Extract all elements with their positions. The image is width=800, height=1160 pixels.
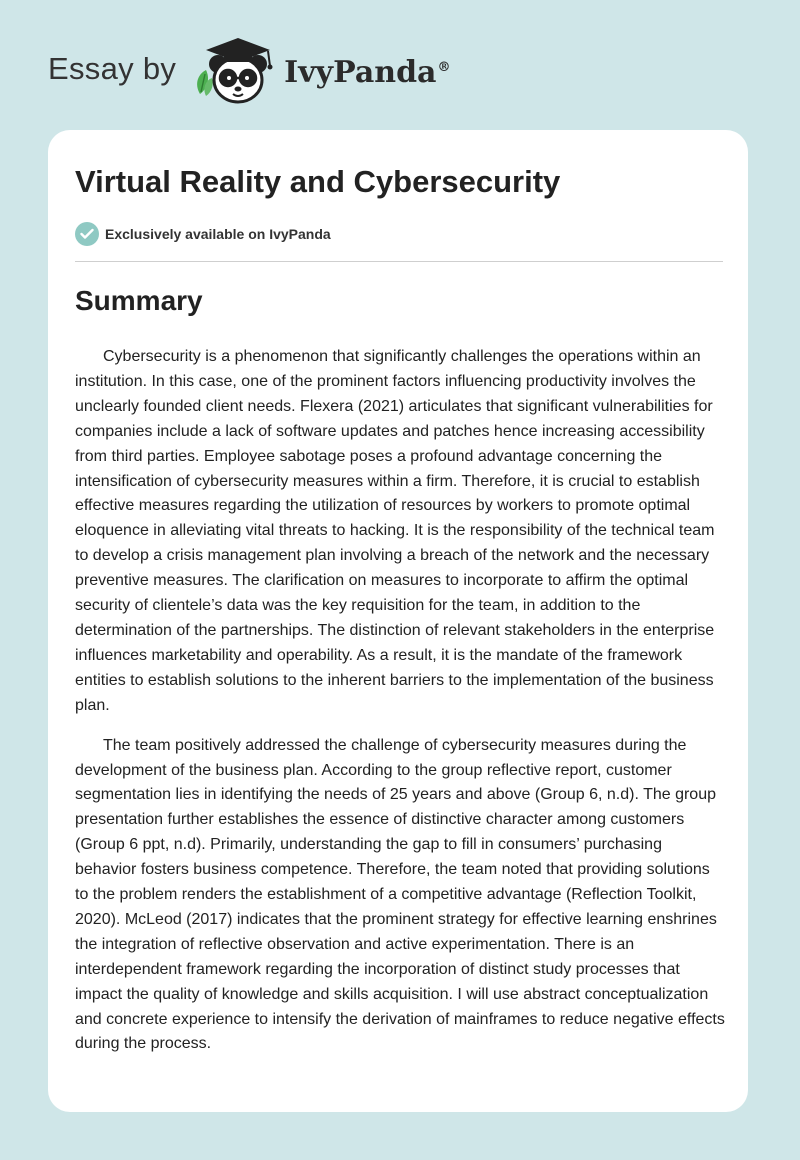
divider bbox=[75, 261, 723, 262]
exclusive-badge bbox=[75, 222, 331, 246]
brand-name: IvyPanda® bbox=[284, 54, 451, 90]
paragraph: Cybersecurity is a phenomenon that significantly challenges the operations within an institution. In this case, one of the prominent factors influencing productivity involves the unclearly founded client needs. Flexera (2021) articulates that significant vulnerabilities for companies include a lack of software updates and patches hence increasing accessibility from third parties. Employee sabotage poses a profound advantage concerning the intensification of cybersecurity measures within a firm. Therefore, it is crucial to establish effective measures regarding the utilization of resources by workers to promote optimal eloquence in alleviating vital threats to hacking. It is the responsibility of the technical team to develop a crisis management plan involving a breach of the network and the necessary preventive measures. The clarification on measures to incorporate to affirm the optimal security of clientele’s data was the key requisition for the team, in addition to the determination of the partnerships. The distinction of relevant stakeholders in the enterprise influences marketability and operability. As a result, it is the mandate of the framework entities to establish solutions to the inherent barriers to the implementation of the business plan. bbox=[75, 348, 715, 714]
section-heading: Summary bbox=[75, 285, 203, 316]
panda-graduate-icon bbox=[192, 34, 282, 108]
badge-text: Exclusively available on IvyPanda bbox=[105, 226, 331, 242]
page-title: Virtual Reality and Cybersecurity bbox=[75, 164, 561, 199]
brand-logo[interactable] bbox=[48, 36, 451, 106]
paragraph: The team positively addressed the challenge of cybersecurity measures during the development of the business plan. According to the group reflective report, customer segmentation lies in identifying the needs of 25 years and above (Group 6, n.d). The group presentation further establishes the essence of distinctive character among customers (Group 6 ppt, n.d). Primarily, understanding the gap to fill in consumers’ purchasing behavior fosters business competence. Therefore, the team noted that providing solutions to the problem renders the establishment of a competitive advantage (Reflection Toolkit, 2020). McLeod (2017) indicates that the prominent strategy for effective learning enshrines the integration of reflective observation and active experimentation. There is an interdependent framework regarding the incorporation of distinct study processes that impact the quality of knowledge and skills acquisition. I will use abstract conceptualization and concrete experience to intensify the derivation of mainframes to reduce negative effects during the process. bbox=[75, 736, 725, 1053]
essay-body bbox=[75, 345, 725, 1072]
brand-prefix: Essay by bbox=[48, 51, 177, 86]
registered-mark: ® bbox=[437, 59, 451, 75]
essay-card bbox=[48, 130, 748, 1112]
check-circle-icon bbox=[75, 222, 99, 246]
